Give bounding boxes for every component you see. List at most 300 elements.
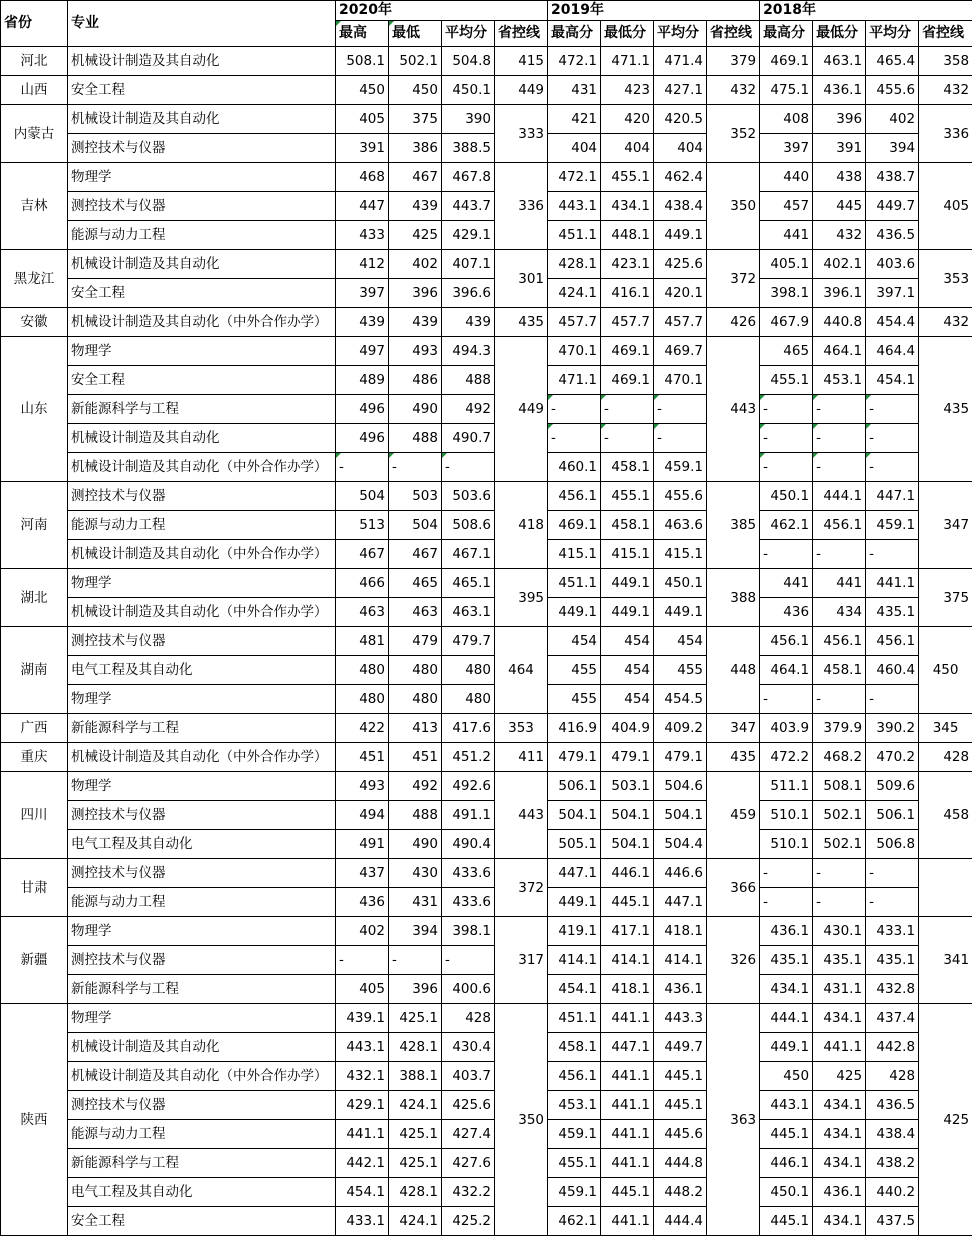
score-2018-min: 435.1 bbox=[813, 946, 866, 975]
score-2020-min: 490 bbox=[389, 395, 442, 424]
control-line-2018: 432 bbox=[919, 76, 972, 105]
score-2019-avg: 455.6 bbox=[654, 482, 707, 511]
score-2020-min: 504 bbox=[389, 511, 442, 540]
score-2018-avg: 454.1 bbox=[866, 366, 919, 395]
score-2019-avg: 445.6 bbox=[654, 1120, 707, 1149]
score-2019-min: 469.1 bbox=[601, 366, 654, 395]
score-2018-max: 446.1 bbox=[760, 1149, 813, 1178]
score-2020-max: 504 bbox=[336, 482, 389, 511]
score-2018-max: 441 bbox=[760, 221, 813, 250]
control-line-2019: 352 bbox=[707, 105, 760, 163]
score-2019-max: 421 bbox=[548, 105, 601, 134]
control-line-2018: 353 bbox=[919, 250, 972, 308]
table-row bbox=[1, 1004, 972, 1033]
score-2018-avg: 397.1 bbox=[866, 279, 919, 308]
score-2020-max: 480 bbox=[336, 656, 389, 685]
control-line-2018: 375 bbox=[919, 569, 972, 627]
score-2018-avg: 454.4 bbox=[866, 308, 919, 337]
major-cell: 电气工程及其自动化 bbox=[68, 656, 336, 685]
score-2020-min: 467 bbox=[389, 540, 442, 569]
score-2020-avg: 417.6 bbox=[442, 714, 495, 743]
score-2020-min: 480 bbox=[389, 656, 442, 685]
score-2018-avg: 390.2 bbox=[866, 714, 919, 743]
score-2018-min: 438 bbox=[813, 163, 866, 192]
score-2019-min: 418.1 bbox=[601, 975, 654, 1004]
control-line-2019: 426 bbox=[707, 308, 760, 337]
score-2020-avg: 451.2 bbox=[442, 743, 495, 772]
header-year-2019: 2019年 bbox=[548, 1, 760, 21]
score-2020-max: 412 bbox=[336, 250, 389, 279]
score-2018-avg: 436.5 bbox=[866, 1091, 919, 1120]
score-2019-avg: 418.1 bbox=[654, 917, 707, 946]
score-2019-min: 404 bbox=[601, 134, 654, 163]
score-2018-min: 396.1 bbox=[813, 279, 866, 308]
score-2018-avg: 470.2 bbox=[866, 743, 919, 772]
table-row bbox=[1, 627, 972, 656]
score-2019-avg: - bbox=[654, 424, 707, 453]
control-line-2018 bbox=[919, 859, 972, 917]
score-2019-max: 458.1 bbox=[548, 1033, 601, 1062]
score-2018-max: 450.1 bbox=[760, 482, 813, 511]
table-row bbox=[1, 250, 972, 279]
score-2019-max: 505.1 bbox=[548, 830, 601, 859]
table-row bbox=[1, 163, 972, 192]
major-cell: 物理学 bbox=[68, 917, 336, 946]
score-2019-max: 404 bbox=[548, 134, 601, 163]
score-2018-min: 464.1 bbox=[813, 337, 866, 366]
score-2020-avg: 450.1 bbox=[442, 76, 495, 105]
score-2020-max: 481 bbox=[336, 627, 389, 656]
score-2018-max: 472.2 bbox=[760, 743, 813, 772]
score-2020-max: 436 bbox=[336, 888, 389, 917]
control-line-2019: 459 bbox=[707, 772, 760, 859]
control-line-2020: 350 bbox=[495, 1004, 548, 1236]
score-2018-max: 440 bbox=[760, 163, 813, 192]
score-2018-avg: 402 bbox=[866, 105, 919, 134]
score-2019-min: 441.1 bbox=[601, 1091, 654, 1120]
score-2018-min: - bbox=[813, 859, 866, 888]
major-cell: 能源与动力工程 bbox=[68, 888, 336, 917]
score-2019-min: 441.1 bbox=[601, 1207, 654, 1236]
score-2020-max: 513 bbox=[336, 511, 389, 540]
major-cell: 机械设计制造及其自动化（中外合作办学） bbox=[68, 453, 336, 482]
header-2019-control-line: 省控线 bbox=[707, 21, 760, 47]
score-2018-min: 391 bbox=[813, 134, 866, 163]
major-cell: 能源与动力工程 bbox=[68, 1120, 336, 1149]
score-2020-min: 388.1 bbox=[389, 1062, 442, 1091]
score-2020-avg: 403.7 bbox=[442, 1062, 495, 1091]
control-line-2020: 435 bbox=[495, 308, 548, 337]
score-2020-max: 466 bbox=[336, 569, 389, 598]
control-line-2020: 443 bbox=[495, 772, 548, 859]
score-2020-min: 503 bbox=[389, 482, 442, 511]
table-row bbox=[1, 366, 972, 395]
score-2018-min: - bbox=[813, 888, 866, 917]
score-2019-min: 504.1 bbox=[601, 801, 654, 830]
table-row bbox=[1, 424, 972, 453]
score-2019-min: 454 bbox=[601, 685, 654, 714]
province-cell: 湖北 bbox=[1, 569, 68, 627]
score-2020-min: 425.1 bbox=[389, 1149, 442, 1178]
score-2019-avg: 504.4 bbox=[654, 830, 707, 859]
score-2020-min: 479 bbox=[389, 627, 442, 656]
score-2018-max: - bbox=[760, 685, 813, 714]
score-2018-min: - bbox=[813, 540, 866, 569]
score-2019-max: 460.1 bbox=[548, 453, 601, 482]
score-2019-avg: 444.4 bbox=[654, 1207, 707, 1236]
score-2018-min: 468.2 bbox=[813, 743, 866, 772]
score-2019-max: 471.1 bbox=[548, 366, 601, 395]
score-2018-avg: 433.1 bbox=[866, 917, 919, 946]
score-2020-avg: 490.7 bbox=[442, 424, 495, 453]
score-2018-min: - bbox=[813, 424, 866, 453]
score-2019-avg: 444.8 bbox=[654, 1149, 707, 1178]
score-2019-min: 434.1 bbox=[601, 192, 654, 221]
score-2018-min: 463.1 bbox=[813, 47, 866, 76]
score-2019-max: 453.1 bbox=[548, 1091, 601, 1120]
score-2020-min: - bbox=[389, 453, 442, 482]
score-2020-min: 428.1 bbox=[389, 1178, 442, 1207]
score-2019-min: 471.1 bbox=[601, 47, 654, 76]
score-2019-max: 415.1 bbox=[548, 540, 601, 569]
major-cell: 物理学 bbox=[68, 337, 336, 366]
major-cell: 新能源科学与工程 bbox=[68, 714, 336, 743]
score-2018-avg: 506.8 bbox=[866, 830, 919, 859]
score-2020-avg: 432.2 bbox=[442, 1178, 495, 1207]
table-row bbox=[1, 743, 972, 772]
header-province: 省份 bbox=[1, 1, 68, 47]
score-2018-avg: - bbox=[866, 888, 919, 917]
score-2018-max: 449.1 bbox=[760, 1033, 813, 1062]
score-2018-max: 397 bbox=[760, 134, 813, 163]
control-line-2019: 363 bbox=[707, 1004, 760, 1236]
score-2019-avg: 469.7 bbox=[654, 337, 707, 366]
score-2018-min: 453.1 bbox=[813, 366, 866, 395]
major-cell: 测控技术与仪器 bbox=[68, 946, 336, 975]
province-cell: 山东 bbox=[1, 337, 68, 482]
score-2020-min: 424.1 bbox=[389, 1091, 442, 1120]
score-2018-avg: 438.2 bbox=[866, 1149, 919, 1178]
score-2019-min: 469.1 bbox=[601, 337, 654, 366]
control-line-2019: 350 bbox=[707, 163, 760, 250]
control-line-2020: 449 bbox=[495, 76, 548, 105]
score-2019-min: 504.1 bbox=[601, 830, 654, 859]
score-2019-min: 441.1 bbox=[601, 1120, 654, 1149]
score-2020-avg: 467.8 bbox=[442, 163, 495, 192]
score-2019-min: 503.1 bbox=[601, 772, 654, 801]
province-cell: 湖南 bbox=[1, 627, 68, 714]
table-row bbox=[1, 656, 972, 685]
score-2020-max: 491 bbox=[336, 830, 389, 859]
control-line-2020: 317 bbox=[495, 917, 548, 1004]
table-row bbox=[1, 511, 972, 540]
score-2020-max: 447 bbox=[336, 192, 389, 221]
major-cell: 新能源科学与工程 bbox=[68, 395, 336, 424]
control-line-2019: 372 bbox=[707, 250, 760, 308]
score-2019-min: 423.1 bbox=[601, 250, 654, 279]
score-2019-min: 454 bbox=[601, 627, 654, 656]
score-2018-min: 396 bbox=[813, 105, 866, 134]
header-year-2020: 2020年 bbox=[336, 1, 548, 21]
table-row bbox=[1, 337, 972, 366]
score-2018-max: - bbox=[760, 453, 813, 482]
score-2018-min: - bbox=[813, 453, 866, 482]
score-2018-max: - bbox=[760, 888, 813, 917]
score-2020-min: 463 bbox=[389, 598, 442, 627]
score-2020-min: 402 bbox=[389, 250, 442, 279]
score-2018-max: 435.1 bbox=[760, 946, 813, 975]
score-2020-min: 490 bbox=[389, 830, 442, 859]
table-row bbox=[1, 308, 972, 337]
major-cell: 能源与动力工程 bbox=[68, 221, 336, 250]
score-2019-max: 416.9 bbox=[548, 714, 601, 743]
table-row bbox=[1, 540, 972, 569]
score-2020-min: 486 bbox=[389, 366, 442, 395]
score-2020-avg: 467.1 bbox=[442, 540, 495, 569]
score-2019-avg: 454 bbox=[654, 627, 707, 656]
control-line-2020: 449 bbox=[495, 337, 548, 482]
score-2019-max: 506.1 bbox=[548, 772, 601, 801]
score-2019-avg: 445.1 bbox=[654, 1091, 707, 1120]
score-2019-min: 441.1 bbox=[601, 1149, 654, 1178]
score-2018-max: 450 bbox=[760, 1062, 813, 1091]
province-cell: 新疆 bbox=[1, 917, 68, 1004]
score-2019-min: 445.1 bbox=[601, 1178, 654, 1207]
score-2020-max: 439.1 bbox=[336, 1004, 389, 1033]
score-2019-avg: 436.1 bbox=[654, 975, 707, 1004]
score-2018-avg: 432.8 bbox=[866, 975, 919, 1004]
control-line-2018: 347 bbox=[919, 482, 972, 569]
province-cell: 陕西 bbox=[1, 1004, 68, 1236]
major-cell: 测控技术与仪器 bbox=[68, 627, 336, 656]
header-2020-min: 最低 bbox=[389, 21, 442, 47]
score-2018-min: 458.1 bbox=[813, 656, 866, 685]
score-2020-avg: 443.7 bbox=[442, 192, 495, 221]
control-line-2018: 358 bbox=[919, 47, 972, 76]
score-2019-max: 449.1 bbox=[548, 598, 601, 627]
score-2019-max: 456.1 bbox=[548, 482, 601, 511]
province-cell: 山西 bbox=[1, 76, 68, 105]
table-row bbox=[1, 830, 972, 859]
score-2020-min: - bbox=[389, 946, 442, 975]
header-2019-avg: 平均分 bbox=[654, 21, 707, 47]
header-2018-avg: 平均分 bbox=[866, 21, 919, 47]
score-2020-max: 437 bbox=[336, 859, 389, 888]
control-line-2020: 301 bbox=[495, 250, 548, 308]
score-2020-avg: 439 bbox=[442, 308, 495, 337]
score-2020-min: 502.1 bbox=[389, 47, 442, 76]
score-2020-min: 425.1 bbox=[389, 1120, 442, 1149]
control-line-2020: 336 bbox=[495, 163, 548, 250]
table-row bbox=[1, 279, 972, 308]
score-2019-min: - bbox=[601, 395, 654, 424]
score-2019-avg: 445.1 bbox=[654, 1062, 707, 1091]
major-cell: 机械设计制造及其自动化（中外合作办学） bbox=[68, 598, 336, 627]
major-cell: 机械设计制造及其自动化 bbox=[68, 1033, 336, 1062]
score-2019-max: 479.1 bbox=[548, 743, 601, 772]
score-2019-min: 455.1 bbox=[601, 482, 654, 511]
score-2020-max: 439 bbox=[336, 308, 389, 337]
score-2018-max: 510.1 bbox=[760, 830, 813, 859]
header-2020-control-line: 省控线 bbox=[495, 21, 548, 47]
score-2020-avg: 388.5 bbox=[442, 134, 495, 163]
table-row bbox=[1, 1033, 972, 1062]
score-2020-min: 394 bbox=[389, 917, 442, 946]
score-2018-max: 455.1 bbox=[760, 366, 813, 395]
score-2019-avg: 420.5 bbox=[654, 105, 707, 134]
score-2020-max: 433.1 bbox=[336, 1207, 389, 1236]
score-2019-min: 449.1 bbox=[601, 569, 654, 598]
score-2019-min: 420 bbox=[601, 105, 654, 134]
table-row bbox=[1, 1178, 972, 1207]
score-2018-max: 408 bbox=[760, 105, 813, 134]
header-major: 专业 bbox=[68, 1, 336, 47]
score-2020-max: 494 bbox=[336, 801, 389, 830]
control-line-2019: 385 bbox=[707, 482, 760, 569]
province-cell: 四川 bbox=[1, 772, 68, 859]
score-2019-max: 469.1 bbox=[548, 511, 601, 540]
score-2020-avg: 433.6 bbox=[442, 859, 495, 888]
province-cell: 黑龙江 bbox=[1, 250, 68, 308]
score-2018-avg: 437.5 bbox=[866, 1207, 919, 1236]
header-2018-control-line: 省控线 bbox=[919, 21, 972, 47]
score-2018-avg: 435.1 bbox=[866, 946, 919, 975]
score-2020-min: 439 bbox=[389, 308, 442, 337]
score-2018-avg: 456.1 bbox=[866, 627, 919, 656]
score-2019-avg: 504.1 bbox=[654, 801, 707, 830]
major-cell: 安全工程 bbox=[68, 366, 336, 395]
score-2019-max: 462.1 bbox=[548, 1207, 601, 1236]
score-2018-avg: - bbox=[866, 859, 919, 888]
score-2019-min: - bbox=[601, 424, 654, 453]
score-2018-avg: 459.1 bbox=[866, 511, 919, 540]
score-2020-avg: 427.6 bbox=[442, 1149, 495, 1178]
table-row bbox=[1, 917, 972, 946]
score-2018-max: 444.1 bbox=[760, 1004, 813, 1033]
score-2020-max: 508.1 bbox=[336, 47, 389, 76]
control-line-2018: 435 bbox=[919, 337, 972, 482]
score-2019-avg: 409.2 bbox=[654, 714, 707, 743]
score-2018-avg: 464.4 bbox=[866, 337, 919, 366]
major-cell: 测控技术与仪器 bbox=[68, 859, 336, 888]
score-2019-avg: 457.7 bbox=[654, 308, 707, 337]
score-2018-avg: 435.1 bbox=[866, 598, 919, 627]
score-2020-avg: 398.1 bbox=[442, 917, 495, 946]
score-2018-min: 434 bbox=[813, 598, 866, 627]
score-2018-max: 436.1 bbox=[760, 917, 813, 946]
score-2020-max: 405 bbox=[336, 105, 389, 134]
score-2020-min: 493 bbox=[389, 337, 442, 366]
score-2018-min: 425 bbox=[813, 1062, 866, 1091]
table-row bbox=[1, 76, 972, 105]
score-2018-avg: - bbox=[866, 685, 919, 714]
major-cell: 测控技术与仪器 bbox=[68, 482, 336, 511]
score-2020-min: 465 bbox=[389, 569, 442, 598]
score-2018-min: 434.1 bbox=[813, 1091, 866, 1120]
score-2019-min: 454 bbox=[601, 656, 654, 685]
score-2018-avg: 428 bbox=[866, 1062, 919, 1091]
score-2018-avg: 460.4 bbox=[866, 656, 919, 685]
score-2019-max: 451.1 bbox=[548, 569, 601, 598]
score-2018-avg: 447.1 bbox=[866, 482, 919, 511]
province-cell: 广西 bbox=[1, 714, 68, 743]
header-2018-max: 最高分 bbox=[760, 21, 813, 47]
score-2020-avg: 396.6 bbox=[442, 279, 495, 308]
score-2018-min: - bbox=[813, 395, 866, 424]
table-row bbox=[1, 1091, 972, 1120]
score-2020-min: 413 bbox=[389, 714, 442, 743]
header-row-years bbox=[1, 1, 972, 21]
score-2020-max: 467 bbox=[336, 540, 389, 569]
score-2020-avg: 480 bbox=[442, 656, 495, 685]
control-line-2020: 411 bbox=[495, 743, 548, 772]
score-2019-avg: 454.5 bbox=[654, 685, 707, 714]
score-2018-avg: 442.8 bbox=[866, 1033, 919, 1062]
score-2020-avg: 463.1 bbox=[442, 598, 495, 627]
major-cell: 机械设计制造及其自动化（中外合作办学） bbox=[68, 540, 336, 569]
score-2019-max: 451.1 bbox=[548, 1004, 601, 1033]
score-2018-min: - bbox=[813, 685, 866, 714]
score-2019-max: 456.1 bbox=[548, 1062, 601, 1091]
score-2019-avg: 470.1 bbox=[654, 366, 707, 395]
control-line-2018: 425 bbox=[919, 1004, 972, 1236]
score-2020-avg: 429.1 bbox=[442, 221, 495, 250]
score-2018-min: 434.1 bbox=[813, 1207, 866, 1236]
major-cell: 机械设计制造及其自动化（中外合作办学） bbox=[68, 308, 336, 337]
score-2019-avg: 463.6 bbox=[654, 511, 707, 540]
major-cell: 物理学 bbox=[68, 1004, 336, 1033]
score-2018-min: 456.1 bbox=[813, 627, 866, 656]
score-2020-max: 451 bbox=[336, 743, 389, 772]
score-2020-max: 405 bbox=[336, 975, 389, 1004]
score-2018-avg: 403.6 bbox=[866, 250, 919, 279]
score-2018-avg: 438.7 bbox=[866, 163, 919, 192]
score-2019-max: 443.1 bbox=[548, 192, 601, 221]
control-line-2018: 450 bbox=[919, 627, 972, 714]
control-line-2019: 379 bbox=[707, 47, 760, 76]
control-line-2020: 353 bbox=[495, 714, 548, 743]
score-2019-min: 457.7 bbox=[601, 308, 654, 337]
score-2019-max: 455 bbox=[548, 685, 601, 714]
score-2020-avg: 425.6 bbox=[442, 1091, 495, 1120]
score-2020-max: 432.1 bbox=[336, 1062, 389, 1091]
score-2019-avg: 479.1 bbox=[654, 743, 707, 772]
score-2018-avg: - bbox=[866, 395, 919, 424]
score-2020-min: 396 bbox=[389, 975, 442, 1004]
major-cell: 机械设计制造及其自动化（中外合作办学） bbox=[68, 743, 336, 772]
score-2020-min: 431 bbox=[389, 888, 442, 917]
score-2019-avg: 455 bbox=[654, 656, 707, 685]
score-2020-avg: 390 bbox=[442, 105, 495, 134]
score-2018-max: 511.1 bbox=[760, 772, 813, 801]
score-2018-min: 436.1 bbox=[813, 76, 866, 105]
province-cell: 吉林 bbox=[1, 163, 68, 250]
score-2020-avg: 494.3 bbox=[442, 337, 495, 366]
score-2019-avg: 415.1 bbox=[654, 540, 707, 569]
table-row bbox=[1, 1149, 972, 1178]
score-2018-avg: 438.4 bbox=[866, 1120, 919, 1149]
score-2019-max: 414.1 bbox=[548, 946, 601, 975]
header-year-2018: 2018年 bbox=[760, 1, 972, 21]
score-2018-max: 434.1 bbox=[760, 975, 813, 1004]
table-row bbox=[1, 453, 972, 482]
score-2020-max: 442.1 bbox=[336, 1149, 389, 1178]
major-cell: 物理学 bbox=[68, 685, 336, 714]
score-2018-min: 432 bbox=[813, 221, 866, 250]
major-cell: 新能源科学与工程 bbox=[68, 1149, 336, 1178]
score-2018-max: 445.1 bbox=[760, 1207, 813, 1236]
score-2019-max: 454 bbox=[548, 627, 601, 656]
